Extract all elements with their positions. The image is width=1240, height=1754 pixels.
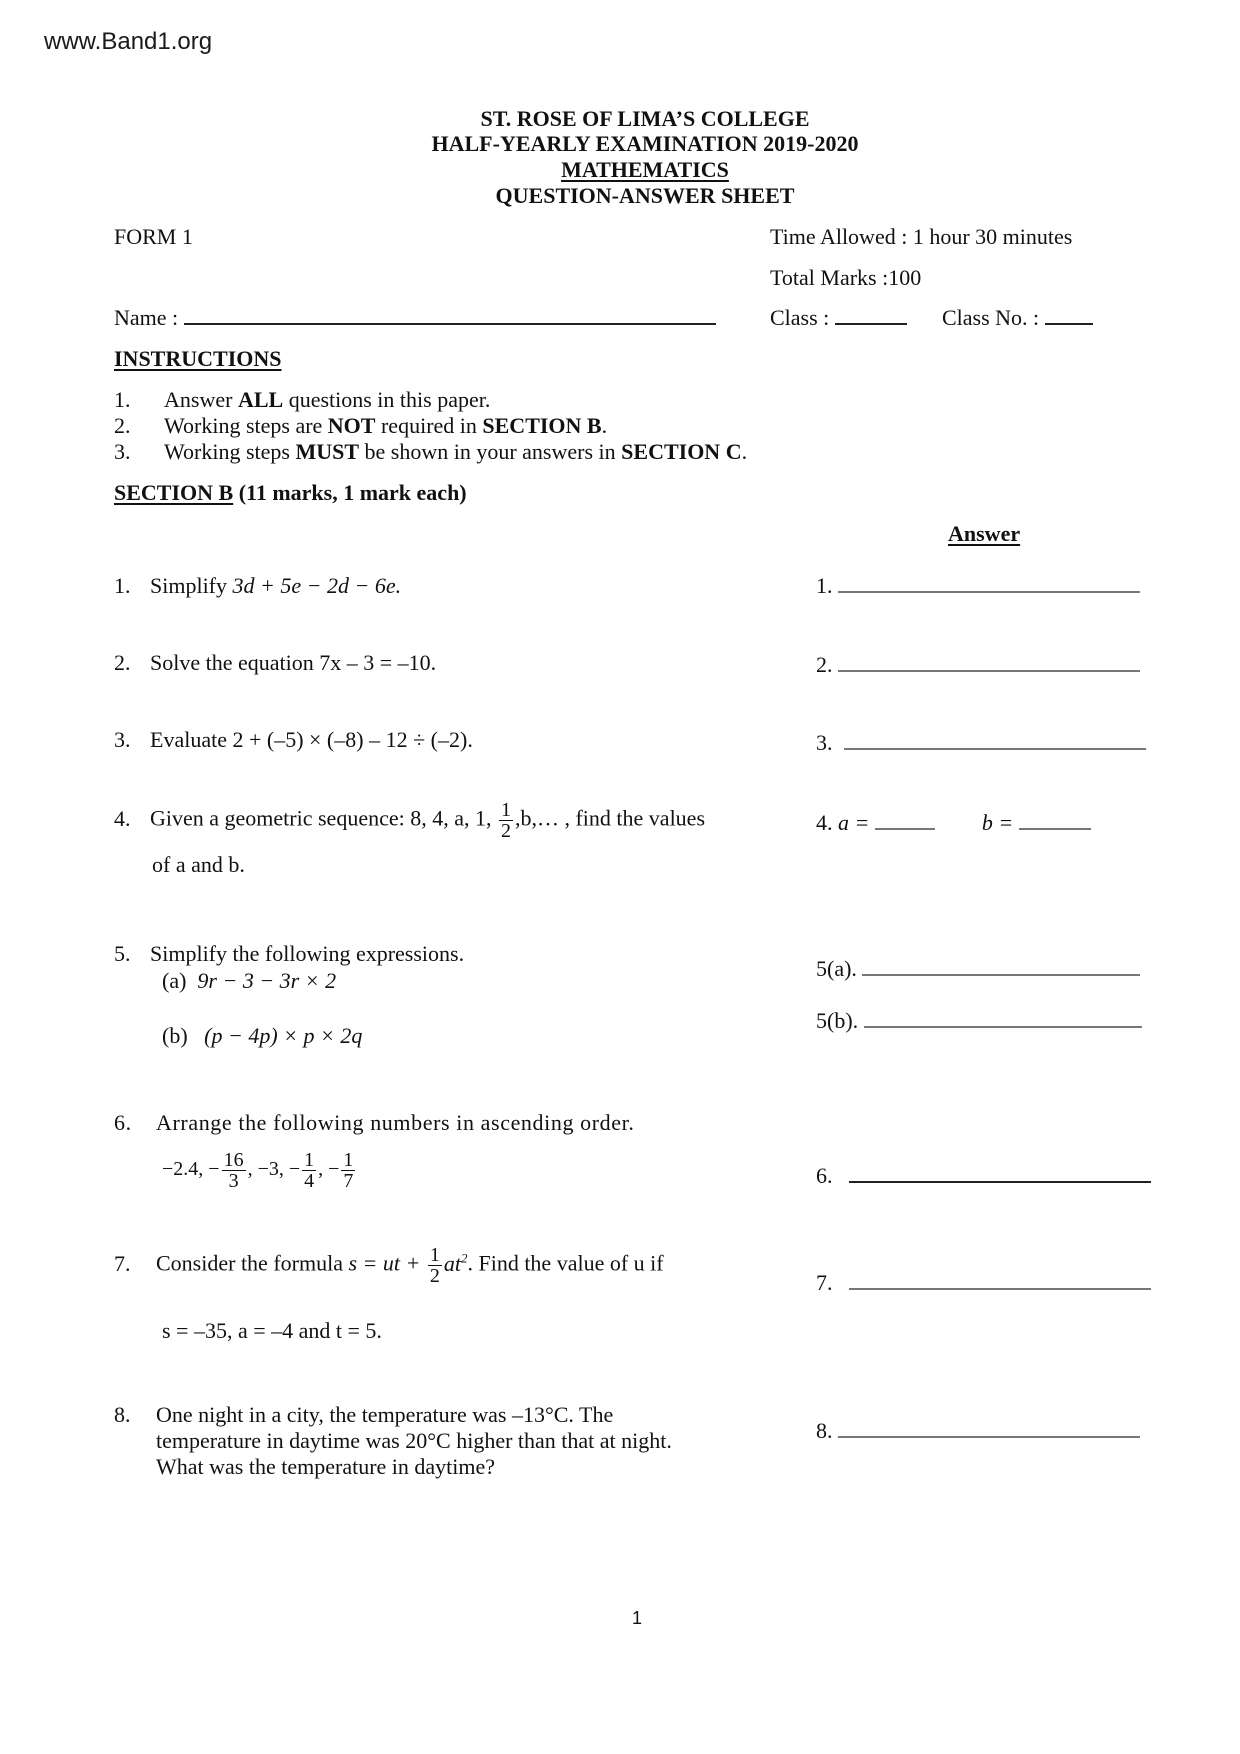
fraction-denominator: 3 <box>228 1170 239 1192</box>
watermark-url: www.Band1.org <box>44 28 213 55</box>
answer-line[interactable] <box>838 1436 1140 1438</box>
value-item: , −3, − <box>247 1158 301 1181</box>
class-no-field[interactable] <box>942 305 1093 331</box>
subject-text: MATHEMATICS <box>561 157 729 182</box>
question-text: Consider the formula <box>156 1250 349 1276</box>
question-text: . Find the value of u if <box>467 1250 664 1276</box>
question-math: 3d + 5e − 2d − 6e. <box>232 573 402 598</box>
class-field[interactable] <box>770 305 907 331</box>
question-2 <box>114 650 436 676</box>
answer-8[interactable] <box>816 1418 1140 1444</box>
fraction-numerator: 1 <box>429 1244 440 1266</box>
instruction-text: . <box>601 413 608 438</box>
fraction-numerator: 16 <box>223 1149 244 1171</box>
answer-line[interactable] <box>862 974 1140 976</box>
question-8 <box>114 1402 613 1428</box>
class-no-input-line[interactable] <box>1045 323 1093 325</box>
answer-label: 5(b). <box>816 1008 859 1033</box>
instruction-item <box>114 387 490 413</box>
fraction-numerator: 1 <box>500 799 511 821</box>
answer-4[interactable] <box>816 810 1091 836</box>
question-number: 1. <box>114 573 131 598</box>
fraction-numerator: 1 <box>304 1149 315 1171</box>
exam-title: HALF-YEARLY EXAMINATION 2019-2020 <box>431 131 859 156</box>
instruction-emphasis: SECTION C <box>621 439 742 464</box>
question-7 <box>114 1245 664 1286</box>
instruction-text: questions in this paper. <box>283 387 491 412</box>
instruction-text: . <box>741 439 748 464</box>
instruction-text: Working steps <box>164 439 296 464</box>
question-6 <box>114 1110 634 1136</box>
answer-label: 7. <box>816 1270 833 1295</box>
instruction-text: Working steps are <box>164 413 328 438</box>
question-number: 7. <box>114 1250 131 1276</box>
instructions-title-text: INSTRUCTIONS <box>114 346 282 371</box>
answer-label: 2. <box>816 652 833 677</box>
fraction <box>222 1150 246 1191</box>
total-marks: Total Marks :100 <box>770 265 922 290</box>
answer-label: 5(a). <box>816 956 857 981</box>
subquestion-expression: (p − 4p) × p × 2q <box>204 1023 363 1048</box>
fraction <box>302 1150 316 1191</box>
section-title: SECTION B <box>114 480 234 505</box>
fraction <box>428 1245 442 1286</box>
fraction <box>499 800 513 841</box>
instruction-item <box>114 439 747 465</box>
answer-a-line[interactable] <box>875 828 935 830</box>
instruction-number: 3. <box>114 439 131 464</box>
question-8-line2: temperature in daytime was 20°C higher than that at night. <box>156 1428 672 1453</box>
answer-a-label: a = <box>838 810 870 835</box>
sheet-title: QUESTION-ANSWER SHEET <box>495 183 795 208</box>
page-number: 1 <box>632 1608 643 1628</box>
question-number: 6. <box>114 1110 132 1135</box>
instruction-item <box>114 413 607 439</box>
answer-line[interactable] <box>844 748 1146 750</box>
form-label: FORM 1 <box>114 224 193 249</box>
answer-2[interactable] <box>816 652 1140 678</box>
answer-label: 8. <box>816 1418 833 1443</box>
question-sequence: ,b,… , find the values <box>514 805 706 831</box>
question-text: Simplify the following expressions. <box>150 941 465 966</box>
instruction-text: be shown in your answers in <box>359 439 622 464</box>
instruction-emphasis: SECTION B <box>482 413 602 438</box>
question-text: Given a geometric sequence: <box>150 805 411 831</box>
value-item: −2.4, − <box>162 1158 220 1181</box>
question-number: 3. <box>114 727 131 752</box>
answer-label: 1. <box>816 573 833 598</box>
question-number: 2. <box>114 650 131 675</box>
class-no-label: Class No. : <box>942 305 1040 330</box>
question-number: 5. <box>114 941 131 966</box>
subject-title <box>0 157 1240 183</box>
question-8-line3: What was the temperature in daytime? <box>156 1454 496 1479</box>
fraction-denominator: 4 <box>304 1170 315 1192</box>
answer-5b[interactable] <box>816 1008 1142 1034</box>
answer-7[interactable] <box>816 1270 1151 1296</box>
answer-1[interactable] <box>816 573 1140 599</box>
answer-column-header <box>948 521 1020 547</box>
fraction-numerator: 1 <box>343 1149 354 1171</box>
answer-line[interactable] <box>864 1026 1142 1028</box>
name-input-line[interactable] <box>184 323 716 325</box>
answer-b-label: b = <box>981 810 1014 835</box>
instructions-title <box>114 346 282 372</box>
time-allowed: Time Allowed : 1 hour 30 minutes <box>770 224 1073 249</box>
question-number: 4. <box>114 805 131 831</box>
question-5 <box>114 941 464 967</box>
answer-line[interactable] <box>849 1288 1151 1290</box>
fraction-denominator: 7 <box>343 1170 354 1192</box>
question-5b <box>162 1023 362 1049</box>
question-text: Simplify <box>150 573 233 598</box>
instruction-emphasis: ALL <box>237 387 284 412</box>
question-text: One night in a city, the temperature was –13°C. The <box>156 1402 614 1427</box>
question-4 <box>114 800 705 841</box>
name-field[interactable] <box>114 305 716 331</box>
answer-label: 3. <box>816 730 833 755</box>
subquestion-expression: 9r − 3 − 3r × 2 <box>197 968 337 993</box>
instruction-text: Answer <box>164 387 238 412</box>
question-4-line2: of a and b. <box>152 852 245 877</box>
question-text: Solve the equation <box>150 650 320 675</box>
instruction-emphasis: MUST <box>295 439 360 464</box>
question-3 <box>114 727 473 753</box>
instruction-number: 2. <box>114 413 131 438</box>
question-math: 7x – 3 = –10. <box>319 650 437 675</box>
question-math: 2 + (–5) × (–8) – 12 ÷ (–2). <box>232 727 473 752</box>
question-number: 8. <box>114 1402 131 1427</box>
formula: s = ut + <box>348 1250 426 1276</box>
answer-line[interactable] <box>849 1181 1151 1183</box>
fraction <box>341 1150 355 1191</box>
answer-3[interactable] <box>816 730 1146 756</box>
answer-line[interactable] <box>838 670 1140 672</box>
question-1 <box>114 573 401 599</box>
class-input-line[interactable] <box>835 323 907 325</box>
class-label: Class : <box>770 305 830 330</box>
question-sequence: 8, 4, a, 1, <box>410 805 497 831</box>
section-heading <box>114 480 467 506</box>
question-6-values <box>162 1150 357 1191</box>
instruction-number: 1. <box>114 387 131 412</box>
answer-header-text: Answer <box>948 521 1021 546</box>
subquestion-label: (a) <box>162 968 187 993</box>
fraction-denominator: 2 <box>429 1265 440 1287</box>
formula: $at^2$ <box>443 1250 468 1276</box>
question-text: Arrange the following numbers in ascending order. <box>156 1110 635 1135</box>
answer-6[interactable] <box>816 1163 1151 1189</box>
question-text: Evaluate <box>150 727 233 752</box>
value-item: , − <box>318 1158 340 1181</box>
instruction-emphasis: NOT <box>327 413 376 438</box>
answer-b-line[interactable] <box>1019 828 1091 830</box>
answer-label: 4. <box>816 810 833 835</box>
answer-label: 6. <box>816 1163 833 1188</box>
subquestion-label: (b) <box>162 1023 188 1048</box>
answer-5a[interactable] <box>816 956 1140 982</box>
school-name: ST. ROSE OF LIMA’S COLLEGE <box>480 106 810 131</box>
fraction-denominator: 2 <box>500 820 511 842</box>
question-7-line2: s = –35, a = –4 and t = 5. <box>162 1318 382 1343</box>
instruction-text: required in <box>375 413 483 438</box>
section-marks: (11 marks, 1 mark each) <box>233 480 467 505</box>
name-label: Name : <box>114 305 179 330</box>
question-5a <box>162 968 336 994</box>
answer-line[interactable] <box>838 591 1140 593</box>
